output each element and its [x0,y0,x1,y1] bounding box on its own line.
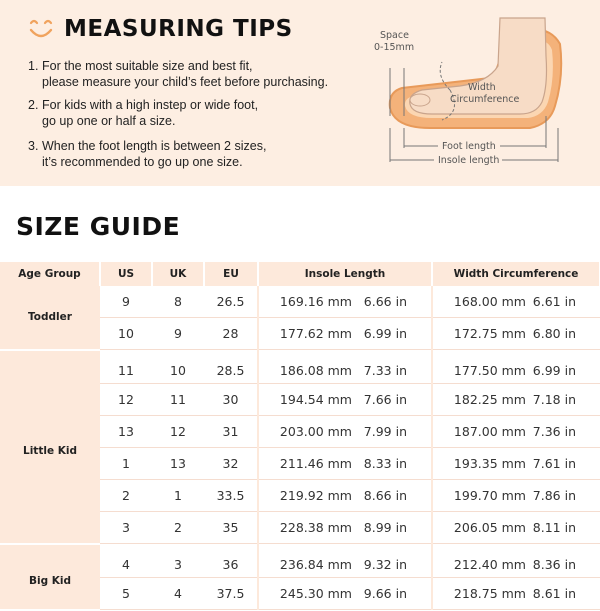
size-us-cell: 3 [100,512,152,544]
tip-number: 1. [28,59,39,73]
width-in-cell: 6.99 in [530,350,600,384]
size-uk-cell: 1 [152,480,204,512]
tip-number: 3. [28,139,39,153]
table-row [0,544,600,578]
width-in-cell: 6.61 in [530,286,600,318]
table-header-row [0,262,600,286]
width-mm-cell: 212.40 mm [432,544,530,578]
insole-in-cell: 8.33 in [356,448,432,480]
size-eu-cell: 26.5 [204,286,258,318]
space-label: Space [380,30,409,41]
insole-length-label: Insole length [438,155,500,166]
tip-text: For kids with a high instep or wide foot, go up one or half a size. [42,98,259,128]
width-in-cell: 8.11 in [530,512,600,544]
table-row [0,350,600,384]
foot-measurement-diagram [350,16,590,180]
age-group-cell: Big Kid [0,544,100,610]
measuring-tips-header [28,16,293,42]
size-us-cell: 11 [100,350,152,384]
tip-text: When the foot length is between 2 sizes, it’s recommended to go up one size. [42,139,267,169]
size-us-cell: 5 [100,578,152,610]
size-guide-table [0,262,600,611]
width-mm-cell: 177.50 mm [432,350,530,384]
size-eu-cell: 30 [204,384,258,416]
width-mm-cell: 172.75 mm [432,318,530,350]
tip-1 [28,58,328,90]
width-mm-cell: 168.00 mm [432,286,530,318]
tip-3 [28,138,266,170]
foot-length-label: Foot length [442,141,496,152]
size-eu-cell: 36 [204,544,258,578]
width-in-cell: 7.61 in [530,448,600,480]
insole-mm-cell: 228.38 mm [258,512,356,544]
size-us-cell: 9 [100,286,152,318]
tip-number: 2. [28,98,39,112]
smiley-icon [28,18,54,40]
size-uk-cell: 8 [152,286,204,318]
width-in-cell: 6.80 in [530,318,600,350]
size-eu-cell: 32 [204,448,258,480]
insole-in-cell: 6.99 in [356,318,432,350]
width-mm-cell: 218.75 mm [432,578,530,610]
width-in-cell: 7.18 in [530,384,600,416]
size-uk-cell: 4 [152,578,204,610]
size-uk-cell: 3 [152,544,204,578]
insole-in-cell: 9.66 in [356,578,432,610]
insole-mm-cell: 186.08 mm [258,350,356,384]
size-eu-cell: 35 [204,512,258,544]
width-mm-cell: 199.70 mm [432,480,530,512]
size-uk-cell: 10 [152,350,204,384]
insole-mm-cell: 203.00 mm [258,416,356,448]
insole-mm-cell: 194.54 mm [258,384,356,416]
measuring-tips-title: MEASURING TIPS [64,16,293,42]
insole-in-cell: 8.99 in [356,512,432,544]
insole-mm-cell: 236.84 mm [258,544,356,578]
size-us-cell: 2 [100,480,152,512]
size-eu-cell: 33.5 [204,480,258,512]
size-eu-cell: 28.5 [204,350,258,384]
size-eu-cell: 31 [204,416,258,448]
insole-in-cell: 6.66 in [356,286,432,318]
insole-in-cell: 7.33 in [356,350,432,384]
circumference-label: Circumference [450,94,520,105]
insole-in-cell: 7.99 in [356,416,432,448]
size-guide-title: SIZE GUIDE [16,212,181,241]
tip-2 [28,97,258,129]
width-label: Width [468,82,496,93]
insole-in-cell: 8.66 in [356,480,432,512]
size-us-cell: 10 [100,318,152,350]
size-eu-cell: 37.5 [204,578,258,610]
size-uk-cell: 9 [152,318,204,350]
size-us-cell: 12 [100,384,152,416]
width-in-cell: 7.86 in [530,480,600,512]
size-uk-cell: 11 [152,384,204,416]
age-group-cell: Toddler [0,286,100,350]
table-row [0,286,600,318]
size-us-cell: 13 [100,416,152,448]
width-in-cell: 8.61 in [530,578,600,610]
measuring-tips-panel [0,0,600,186]
width-mm-cell: 182.25 mm [432,384,530,416]
insole-mm-cell: 245.30 mm [258,578,356,610]
header-insole-length: Insole Length [258,262,432,286]
insole-in-cell: 7.66 in [356,384,432,416]
header-us: US [100,262,152,286]
width-in-cell: 8.36 in [530,544,600,578]
insole-mm-cell: 219.92 mm [258,480,356,512]
header-width-circumference: Width Circumference [432,262,600,286]
insole-mm-cell: 169.16 mm [258,286,356,318]
width-in-cell: 7.36 in [530,416,600,448]
tip-text: For the most suitable size and best fit, please measure your child’s feet before purchasing. [42,59,329,89]
size-uk-cell: 12 [152,416,204,448]
size-uk-cell: 13 [152,448,204,480]
header-eu: EU [204,262,258,286]
header-uk: UK [152,262,204,286]
width-mm-cell: 206.05 mm [432,512,530,544]
size-uk-cell: 2 [152,512,204,544]
size-us-cell: 4 [100,544,152,578]
header-age-group: Age Group [0,262,100,286]
width-mm-cell: 193.35 mm [432,448,530,480]
age-group-cell: Little Kid [0,350,100,544]
insole-mm-cell: 211.46 mm [258,448,356,480]
width-mm-cell: 187.00 mm [432,416,530,448]
size-us-cell: 1 [100,448,152,480]
insole-in-cell: 9.32 in [356,544,432,578]
size-eu-cell: 28 [204,318,258,350]
size-guide-body [0,286,600,610]
insole-mm-cell: 177.62 mm [258,318,356,350]
space-value: 0-15mm [374,42,415,53]
